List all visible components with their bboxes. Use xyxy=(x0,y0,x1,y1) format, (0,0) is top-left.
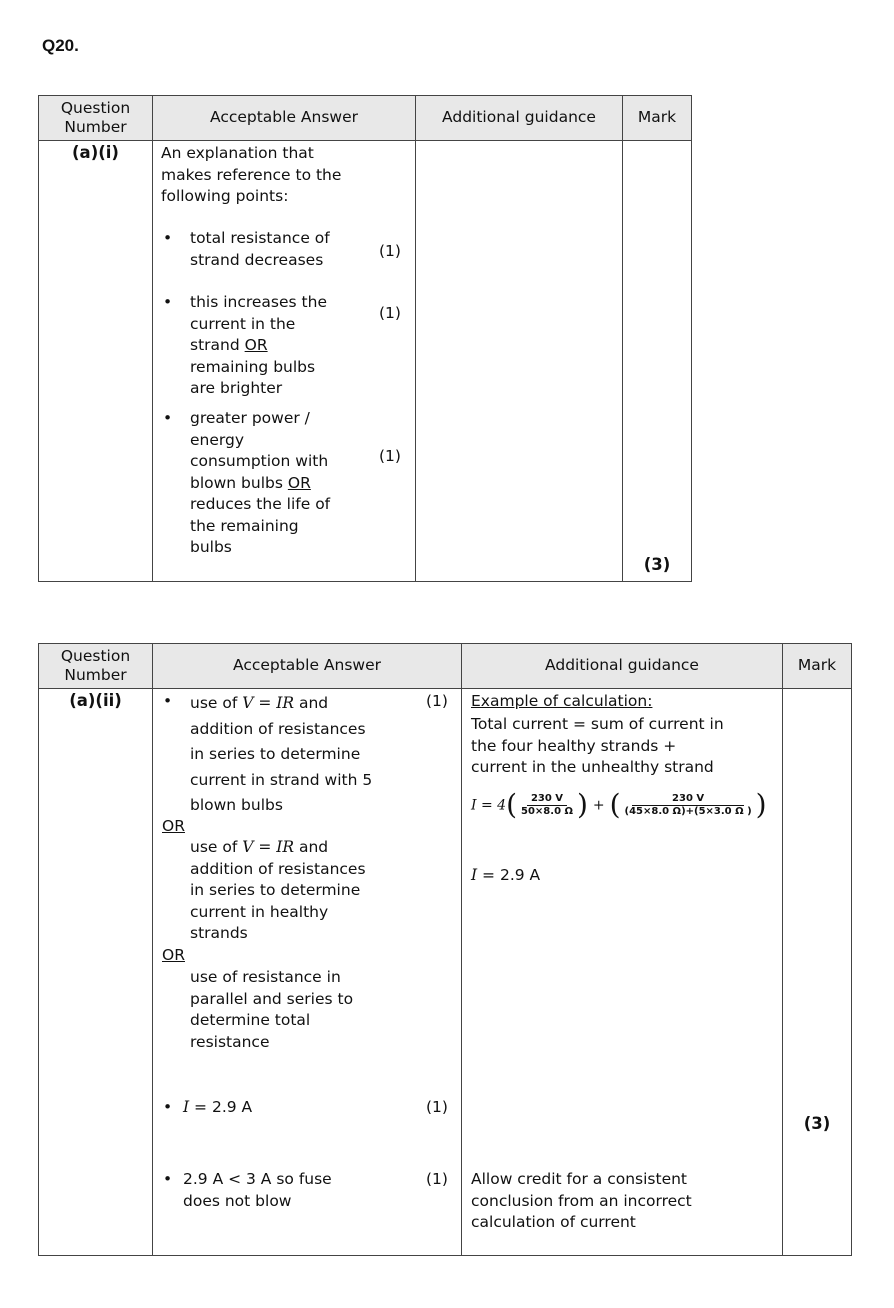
point-3-text: greater power / energy consumption with blown bulbs OR reduces the life of the remaining bulbs xyxy=(190,409,331,556)
header-mark: Mark xyxy=(783,644,852,689)
header-acceptable-answer: Acceptable Answer xyxy=(153,644,462,689)
additional-guidance-cell xyxy=(462,689,783,1256)
conclusion-guidance: Allow credit for a consistent conclusion from an incorrect calculation of current xyxy=(471,1170,692,1231)
total-mark: (3) xyxy=(623,141,692,582)
point-3-text: 2.9 A < 3 A so fuse does not blow xyxy=(183,1170,332,1210)
header-mark: Mark xyxy=(623,96,692,141)
or-keyword: OR xyxy=(244,336,268,354)
alternative-1-text: use of V = IR and addition of resistances in series to determine current in healthy strands xyxy=(190,838,366,942)
additional-guidance-cell xyxy=(416,141,623,582)
answer-row xyxy=(39,141,692,582)
point-1-text: total resistance of strand decreases xyxy=(190,229,330,269)
header-row xyxy=(39,96,692,141)
header-question-number: Question Number xyxy=(39,96,153,141)
question-number: (a)(ii) xyxy=(39,689,153,1256)
header-question-number: Question Number xyxy=(39,644,153,689)
mark-scheme-table-a-i xyxy=(38,95,692,582)
point-3-mark: (1) xyxy=(426,1170,448,1188)
intro-text: An explanation that makes reference to the following points: xyxy=(161,144,342,205)
mark-scheme-table-a-ii xyxy=(38,643,852,1256)
formula-v-ir: V = IR xyxy=(242,838,295,856)
point-2-mark: (1) xyxy=(426,1098,448,1116)
alternative-2-text: use of resistance in parallel and series to determine total resistance xyxy=(190,968,354,1051)
point-1-mark: (1) xyxy=(379,242,401,260)
point-2-text: this increases the current in the strand OR remaining bulbs are brighter xyxy=(190,293,327,397)
point-2-text: I = 2.9 A xyxy=(183,1098,253,1116)
header-additional-guidance: Additional guidance xyxy=(416,96,623,141)
question-number: (a)(i) xyxy=(39,141,153,582)
or-keyword: OR xyxy=(162,817,185,835)
calculation-result: I = 2.9 A xyxy=(471,866,541,884)
acceptable-answer-cell xyxy=(153,689,462,1256)
header-row xyxy=(39,644,852,689)
calculation-formula: I = 4( $\frac{230 V}{50\times 8.0 \Omega}$ ) + ( $\frac{230 V}{(45\times 8.0 \Omega)+(5\times 3.0 \Omega )}$ ) xyxy=(471,788,767,821)
total-mark: (3) xyxy=(783,689,852,1256)
header-acceptable-answer: Acceptable Answer xyxy=(153,96,416,141)
bullet-icon: • xyxy=(163,409,173,427)
header-additional-guidance: Additional guidance xyxy=(462,644,783,689)
point-3-mark: (1) xyxy=(379,447,401,465)
point-2-mark: (1) xyxy=(379,304,401,322)
bullet-icon: • xyxy=(163,293,173,311)
formula-v-ir: V = IR xyxy=(242,694,295,712)
or-keyword: OR xyxy=(162,946,185,964)
bullet-icon: • xyxy=(163,1098,173,1116)
bullet-icon: • xyxy=(163,1170,173,1188)
or-keyword: OR xyxy=(287,473,311,492)
explanation-text: Total current = sum of current in the four healthy strands + current in the unhealthy strand xyxy=(471,715,724,776)
point-1-text: use of V = IR and addition of resistances in series to determine current in strand with 5 blown bulbs xyxy=(190,694,373,814)
example-heading: Example of calculation: xyxy=(471,692,653,710)
bullet-icon: • xyxy=(163,692,173,710)
question-title: Q20. xyxy=(42,36,79,55)
answer-row xyxy=(39,689,852,1256)
acceptable-answer-cell xyxy=(153,141,416,582)
point-1-mark: (1) xyxy=(426,692,448,710)
bullet-icon: • xyxy=(163,229,173,247)
